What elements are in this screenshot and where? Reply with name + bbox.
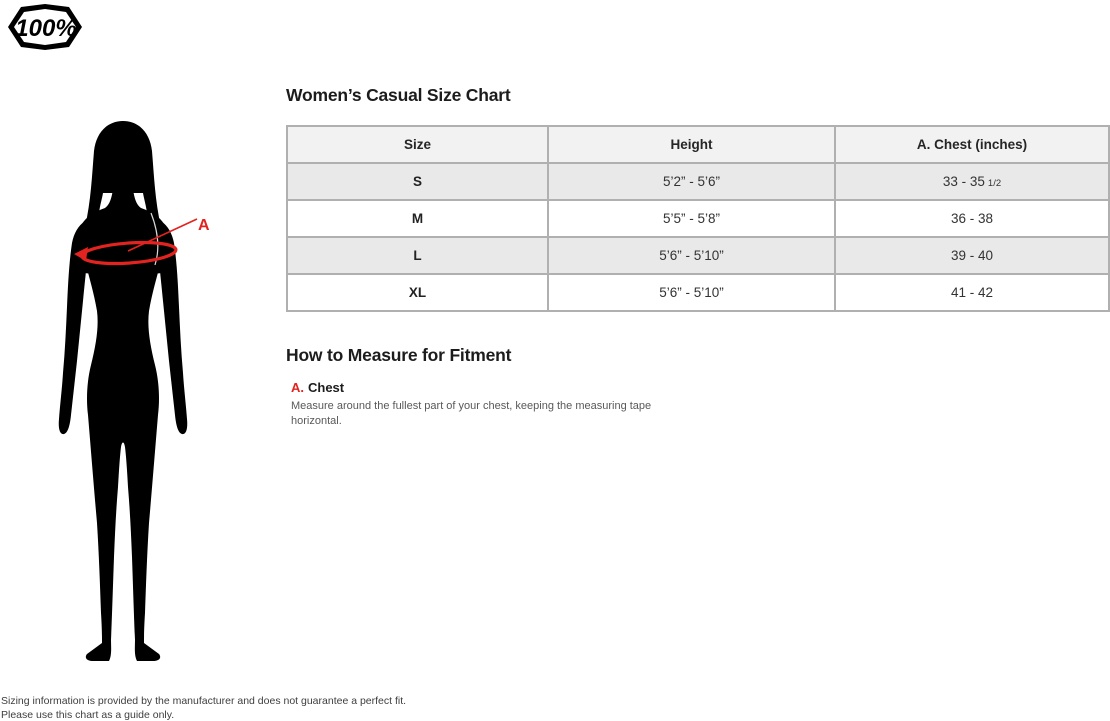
measure-heading [291, 380, 1108, 395]
footer-disclaimer [1, 694, 406, 721]
chest-value: 39 - 40 [950, 248, 994, 263]
height-cell: 5’5” - 5’8” [548, 200, 835, 237]
footer-line-1: Sizing information is provided by the manufacturer and does not guarantee a perfect fit. [1, 695, 407, 707]
chest-value: 41 - 42 [950, 285, 994, 300]
page-title: Women’s Casual Size Chart [286, 85, 511, 105]
chest-value: 33 - 35 [942, 174, 985, 189]
height-cell: 5’6” - 5’10” [548, 237, 835, 274]
table-header-row [287, 126, 1109, 163]
measurement-figure [48, 120, 213, 662]
size-cell: XL [287, 274, 548, 311]
size-cell: L [287, 237, 548, 274]
size-cell: S [287, 163, 548, 200]
measure-letter: A. [291, 380, 304, 395]
size-cell: M [287, 200, 548, 237]
column-header-size: Size [287, 126, 548, 163]
table-row [287, 274, 1109, 311]
size-chart-table [286, 125, 1110, 312]
chest-cell [835, 274, 1109, 311]
footer-line-2: Please use this chart as a guide only. [1, 709, 175, 721]
measure-description: Measure around the fullest part of your chest, keeping the measuring tape horizontal. [291, 400, 652, 427]
main-content [286, 85, 1108, 429]
height-cell: 5’2” - 5’6” [548, 163, 835, 200]
brand-logo-text: 100% [15, 15, 77, 42]
chest-cell [835, 200, 1109, 237]
brand-logo [8, 4, 82, 50]
measure-item-chest [291, 380, 1108, 429]
chest-cell [835, 163, 1109, 200]
how-to-measure-title: How to Measure for Fitment [286, 345, 512, 365]
chest-fraction: 1/2 [987, 178, 1002, 189]
woman-silhouette [59, 121, 188, 661]
brand-logo-badge-icon [8, 4, 82, 50]
measure-label: Chest [308, 380, 345, 395]
table-row [287, 237, 1109, 274]
table-row [287, 163, 1109, 200]
column-header-chest: A. Chest (inches) [835, 126, 1109, 163]
chest-value: 36 - 38 [950, 211, 994, 226]
column-header-height: Height [548, 126, 835, 163]
chest-cell [835, 237, 1109, 274]
table-row [287, 200, 1109, 237]
chest-marker-label: A [198, 217, 210, 234]
height-cell: 5’6” - 5’10” [548, 274, 835, 311]
